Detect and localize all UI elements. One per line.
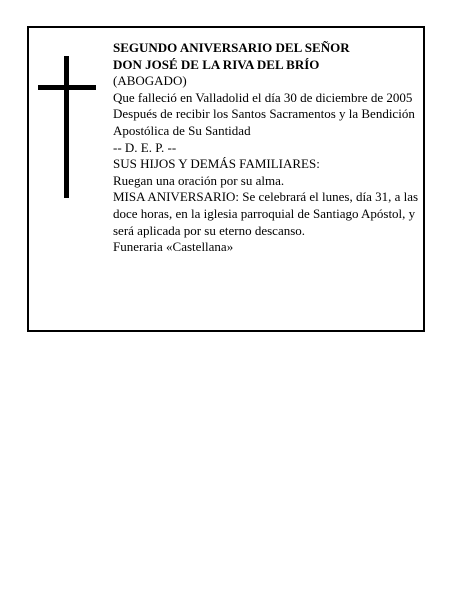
cross-icon [38,56,96,198]
heading-line-1: SEGUNDO ANIVERSARIO DEL SEÑOR [113,40,350,55]
sacraments-text: Después de recibir los Santos Sacramentos y la Bendición Apostólica de Su Santidad [113,106,415,138]
prayer-request: Ruegan una oración por su alma. [113,172,285,188]
profession: (ABOGADO) [113,73,187,89]
obituary-text [113,40,420,256]
death-info: Que falleció en Valladolid el día 30 de diciembre de 2005 [113,89,413,105]
cross-horizontal-bar [38,85,96,90]
mass-announcement: MISA ANIVERSARIO: Se celebrará el lunes, día 31, a las doce horas, en la iglesia parroquial de Santiago Apóstol, y será aplicada por su eterno descanso. [113,189,419,238]
heading-line-2: DON JOSÉ DE LA RIVA DEL BRÍO [113,56,320,72]
cross-vertical-bar [64,56,69,198]
rip-line: -- D. E. P. -- [113,139,177,155]
funeral-home: Funeraria «Castellana» [113,239,234,255]
family-line: SUS HIJOS Y DEMÁS FAMILIARES: [113,156,320,172]
